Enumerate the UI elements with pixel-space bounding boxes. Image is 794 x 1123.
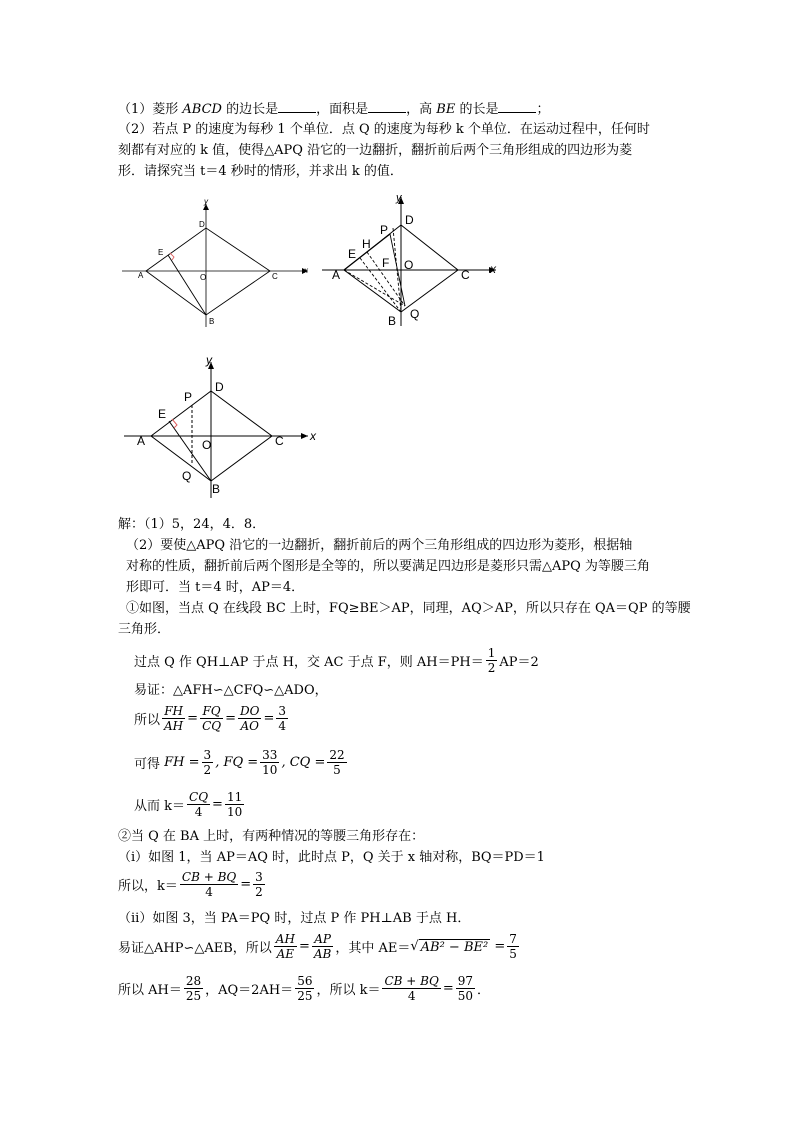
question-2-line: 刻都有对应的 k 值，使得△APQ 沿它的一边翻折，翻折前后两个三角形组成的四边形为菱 [118, 143, 633, 158]
fraction-numerator: CQ [189, 790, 209, 804]
fraction [382, 974, 440, 1003]
solution-2: 对称的性质，翻折前后两个图形是全等的，所以要满足四边形是菱形只需△APQ 为等腰三角 [126, 559, 650, 574]
fraction-denominator: 2 [255, 885, 263, 899]
math-text: 所以 AH＝ [118, 983, 182, 998]
math-text: ． [477, 983, 491, 998]
case-2-i-k [118, 870, 267, 899]
q1-text: ABCD [182, 102, 222, 117]
case-1-similar: 易证：△AFH∽△CFQ∽△ADO， [134, 683, 328, 698]
label-B: B [388, 314, 397, 328]
fraction [274, 932, 297, 961]
label-O: O [404, 258, 414, 272]
fraction-denominator: 4 [205, 885, 213, 899]
fraction-denominator: 4 [407, 989, 416, 1003]
case-1-values [134, 748, 349, 777]
fraction-denominator: 5 [333, 763, 341, 777]
fraction [456, 974, 475, 1003]
math-text: 可得 [134, 757, 161, 772]
label-C: C [272, 272, 278, 281]
label-A: A [332, 268, 341, 282]
label-P: P [380, 223, 389, 237]
math-text: AB² − BE² [420, 939, 489, 955]
math-text: 所以 [134, 713, 161, 728]
fraction-denominator: 10 [262, 763, 278, 777]
label-x: x [490, 262, 496, 276]
fraction-numerator: FH [164, 704, 183, 718]
answer-blank[interactable] [498, 100, 536, 113]
fraction-denominator: 50 [457, 989, 474, 1003]
math-text: , CQ = [281, 755, 326, 770]
math-text: 易证△AHP∽△AEB，所以 [118, 941, 272, 956]
q1-text: 的长是 [455, 102, 499, 117]
fraction [276, 704, 288, 733]
fraction [327, 748, 346, 777]
fraction-numerator: 11 [226, 790, 243, 804]
fraction-denominator: 4 [278, 719, 287, 733]
fraction-denominator: 25 [185, 989, 202, 1003]
label-F: F [382, 256, 390, 270]
figure-1 [118, 192, 318, 332]
q1-text: ，面积是 [316, 102, 369, 117]
math-text: = [298, 939, 310, 954]
label-E: E [158, 248, 164, 257]
case-2: ②当 Q 在 BA 上时，有两种情况的等腰三角形存在： [118, 829, 425, 844]
fraction-numerator: FQ [202, 704, 221, 718]
math-text: , FQ = [215, 755, 259, 770]
label-D: D [405, 213, 414, 227]
case-1-k [134, 790, 246, 819]
case-1-perpendicular [134, 646, 539, 675]
fraction-numerator: 3 [278, 704, 287, 718]
solution-1: 解：（1）5，24，4．8． [118, 517, 266, 532]
math-text: = [225, 711, 236, 726]
label-A: A [137, 434, 146, 448]
fraction [184, 974, 203, 1003]
answer-blank[interactable] [368, 100, 406, 113]
label-P: P [184, 390, 193, 404]
label-A: A [138, 271, 144, 280]
solution-2: （2）要使△APQ 沿它的一边翻折，翻折前后的两个三角形组成的四边形为菱形，根据轴 [126, 538, 633, 553]
math-text: 从而 k＝ [134, 799, 186, 814]
fraction-numerator: 3 [255, 870, 263, 884]
math-text: = [263, 711, 275, 726]
q1-text: ，高 [406, 102, 437, 117]
fraction-denominator: 4 [194, 805, 203, 819]
label-y: y [204, 197, 208, 206]
fraction-numerator: 1 [487, 646, 496, 660]
fraction-numerator: 97 [457, 974, 474, 988]
math-text: = [490, 939, 506, 954]
math-text: ，所以 k＝ [316, 983, 381, 998]
fraction-denominator: AB [313, 947, 332, 961]
fraction [507, 932, 519, 961]
fraction-numerator: 22 [329, 748, 345, 762]
fraction [253, 870, 265, 899]
label-y: y [396, 192, 402, 204]
fraction-denominator: 2 [487, 661, 496, 675]
fraction-numerator: AH [275, 932, 295, 946]
fraction [238, 704, 261, 733]
label-O: O [200, 273, 207, 282]
fraction [260, 748, 279, 777]
fraction-denominator: CQ [202, 719, 222, 733]
question-2-line: （2）若点 P 的速度为每秒 1 个单位．点 Q 的速度为每秒 k 个单位．在运动过程中，任何时 [118, 122, 650, 137]
math-text: = [187, 711, 199, 726]
figure-3 [118, 350, 328, 500]
segment-BE [168, 255, 206, 315]
fraction [200, 704, 223, 733]
label-Q: Q [182, 469, 192, 483]
fraction-denominator: 25 [297, 989, 313, 1003]
label-E: E [158, 407, 167, 421]
case-2-i: （i）如图 1，当 AP＝AQ 时，此时点 P，Q 关于 x 轴对称，BQ＝PD＝1 [118, 850, 545, 865]
rhombus [146, 228, 270, 315]
fraction-numerator: 3 [203, 748, 212, 762]
fraction-numerator: 7 [509, 932, 517, 946]
case-2-ii-similar [118, 932, 521, 961]
case-1: ①如图，当点 Q 在线段 BC 上时，FQ≥BE＞AP，同理，AQ＞AP，所以只存在 QA＝QP 的等腰 [126, 601, 691, 616]
math-text: 所以，k＝ [118, 879, 178, 894]
case-2-ii: （ii）如图 3，当 PA＝PQ 时，过点 P 作 PH⊥AB 于点 H． [118, 911, 471, 926]
q1-text: （1）菱形 [118, 102, 183, 117]
fraction-denominator: AE [276, 947, 295, 961]
fraction-denominator: 5 [509, 947, 517, 961]
question-2-line: 形．请探究当 t＝4 秒时的情形，并求出 k 的值． [118, 164, 403, 179]
math-text: ，其中 AE＝ [335, 941, 411, 956]
case-1: 三角形． [118, 622, 171, 637]
math-text: FH = [164, 755, 200, 770]
fraction [312, 932, 333, 961]
fraction-numerator: 56 [297, 974, 313, 988]
fraction-denominator: 10 [226, 805, 243, 819]
label-y: y [206, 353, 212, 367]
fraction-denominator: 2 [203, 763, 212, 777]
fraction [202, 748, 214, 777]
case-2-ii-k [118, 974, 490, 1003]
label-D: D [215, 380, 224, 394]
q1-text: 的边长是 [221, 102, 279, 117]
label-B: B [209, 317, 215, 326]
answer-blank[interactable] [278, 100, 316, 113]
label-Q: Q [410, 307, 420, 321]
fraction [187, 790, 210, 819]
fraction-denominator: AH [164, 719, 184, 733]
fraction-numerator: AP [314, 932, 331, 946]
fraction [486, 646, 498, 675]
fraction [225, 790, 244, 819]
fraction-numerator: 33 [262, 748, 278, 762]
math-text: AP＝2 [499, 655, 539, 670]
math-text: = [240, 877, 252, 892]
label-x: x [304, 266, 308, 275]
q1-text: ； [536, 102, 550, 117]
segment-AQ [344, 270, 405, 306]
fraction-numerator: CB + BQ [181, 870, 237, 884]
x-axis-arrow-icon [301, 433, 308, 439]
math-text: = [442, 981, 454, 996]
label-C: C [275, 434, 284, 448]
label-O: O [202, 438, 212, 452]
segment-EB [360, 258, 401, 312]
fraction [162, 704, 185, 733]
q1-text: BE [436, 102, 456, 117]
fraction-denominator: AO [240, 719, 259, 733]
sqrt-icon: √ [410, 939, 419, 954]
label-D: D [199, 220, 205, 229]
math-text: ，AQ＝2AH＝ [205, 983, 294, 998]
figure-2 [318, 190, 508, 330]
case-1-ratio [134, 704, 290, 733]
label-B: B [212, 482, 221, 496]
fraction-numerator: DO [240, 704, 260, 718]
fraction [180, 870, 238, 899]
math-text: = [212, 797, 223, 812]
fraction-numerator: CB + BQ [384, 974, 439, 988]
question-1 [118, 100, 549, 119]
label-E: E [348, 247, 357, 261]
fraction [295, 974, 314, 1003]
solution-2: 形即可．当 t＝4 时，AP＝4． [126, 580, 305, 595]
math-text: 过点 Q 作 QH⊥AP 于点 H，交 AC 于点 F，则 AH＝PH＝ [134, 655, 484, 670]
label-C: C [461, 268, 470, 282]
fraction-numerator: 28 [185, 974, 202, 988]
label-x: x [310, 429, 316, 443]
label-H: H [362, 237, 371, 251]
